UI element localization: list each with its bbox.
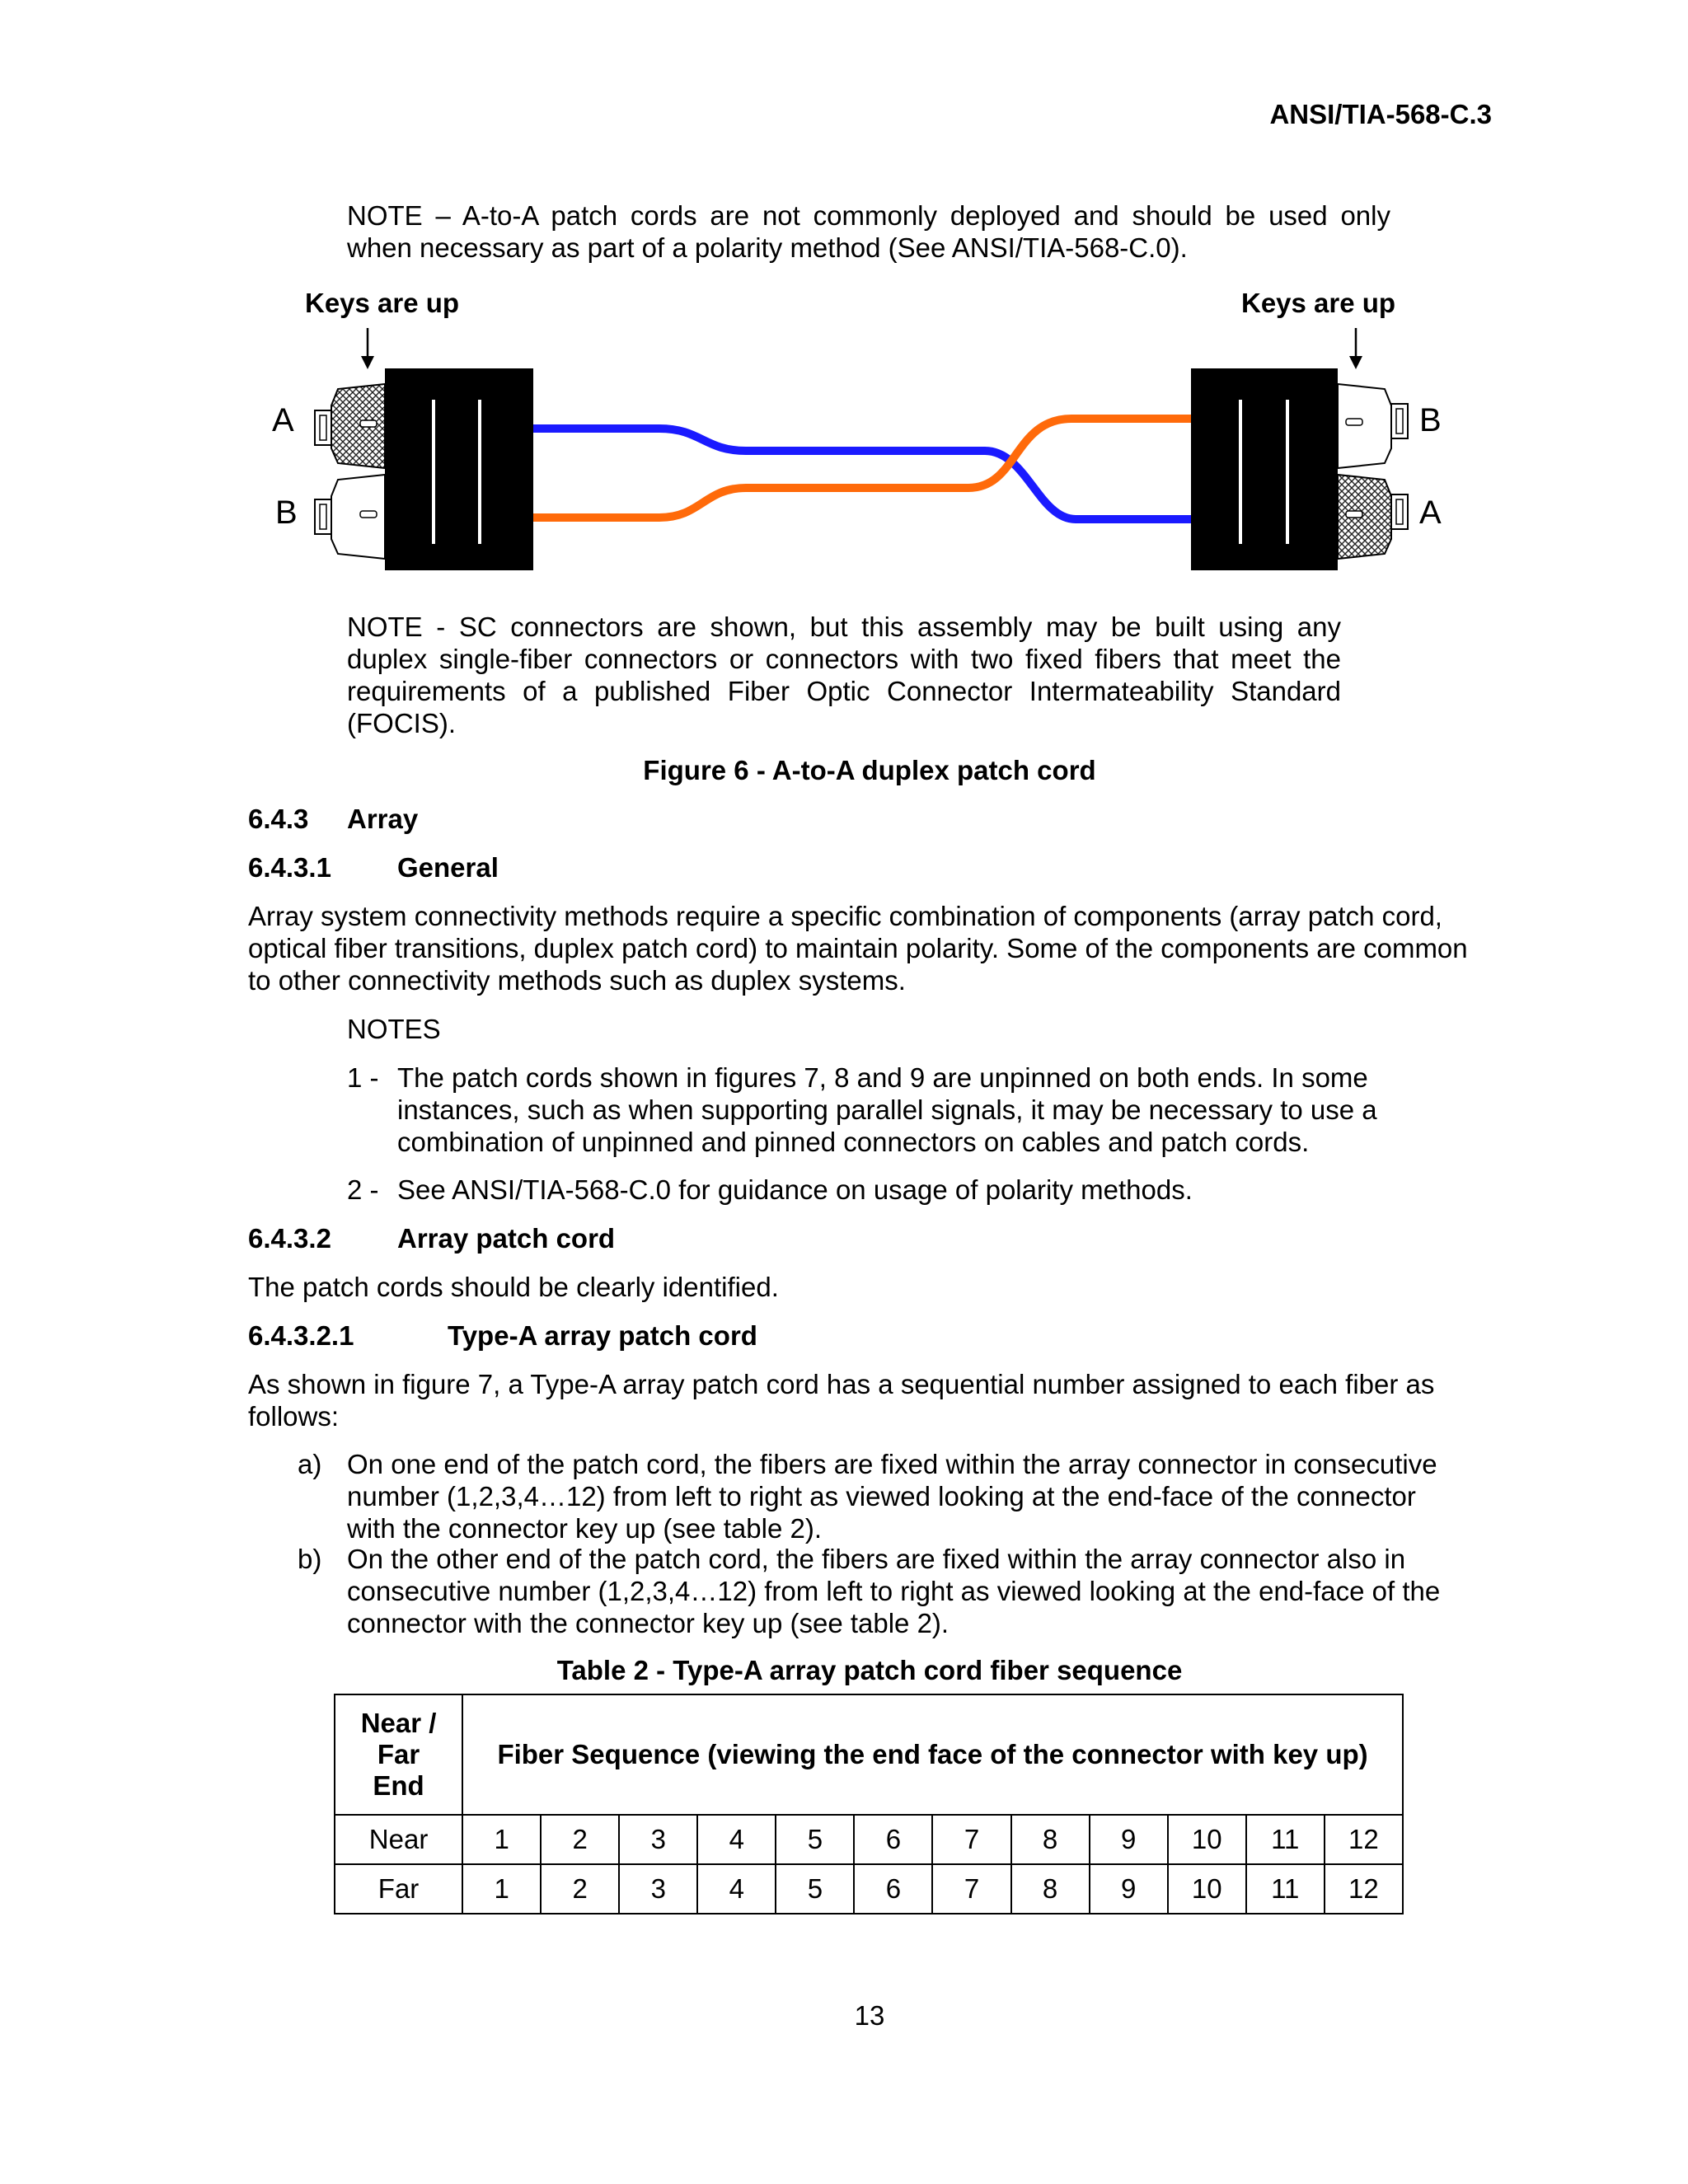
header-near-far-end xyxy=(335,1694,462,1815)
right-connector-a xyxy=(1338,475,1408,559)
section-title: General xyxy=(397,852,499,883)
page-number: 13 xyxy=(854,2000,885,2031)
notes-title: NOTES xyxy=(347,1014,441,1044)
table-cell: 6 xyxy=(854,1864,932,1914)
fiber-sequence-table xyxy=(334,1694,1404,1915)
left-bottom-port-label: B xyxy=(275,494,298,531)
left-connector-a xyxy=(315,384,385,468)
list-item-b xyxy=(298,1543,1468,1639)
table-cell: 9 xyxy=(1090,1864,1168,1914)
section-title: Type-A array patch cord xyxy=(448,1320,757,1351)
note-item-1 xyxy=(347,1062,1410,1158)
section-title: Array patch cord xyxy=(397,1223,616,1254)
table-cell: 7 xyxy=(932,1815,1010,1864)
row-label: Near xyxy=(335,1815,462,1864)
table-cell: 1 xyxy=(462,1815,541,1864)
table-cell: 3 xyxy=(619,1815,697,1864)
table-cell: 11 xyxy=(1246,1815,1325,1864)
identified-paragraph: The patch cords should be clearly identified. xyxy=(248,1272,779,1302)
right-keys-label: Keys are up xyxy=(1241,288,1396,318)
header-line: Far xyxy=(377,1739,420,1769)
note-number: 1 - xyxy=(347,1062,379,1093)
list-text: On one end of the patch cord, the fibers are fixed within the array connector in consecutive number (1,2,3,4…12) from left to right as viewed looking at the end-face of the connector with the connector key up (see table 2). xyxy=(347,1449,1437,1544)
figure-note: NOTE - SC connectors are shown, but this assembly may be built using any duplex single-fiber connectors or connectors with two fixed fibers that meet the requirements of a published Fiber Optic Connector Intermateability Standard (FOCIS). xyxy=(347,612,1341,738)
table-cell: 8 xyxy=(1011,1815,1090,1864)
table-cell: 4 xyxy=(697,1815,776,1864)
table-cell: 12 xyxy=(1325,1815,1403,1864)
table-row xyxy=(335,1815,1403,1864)
table-cell: 8 xyxy=(1011,1864,1090,1914)
right-key-arrow xyxy=(1349,328,1362,369)
row-label: Far xyxy=(335,1864,462,1914)
right-top-port-label: B xyxy=(1419,402,1442,438)
type-a-paragraph: As shown in figure 7, a Type-A array patch cord has a sequential number assigned to each fiber as follows: xyxy=(248,1369,1435,1432)
note-text: The patch cords shown in figures 7, 8 and 9 are unpinned on both ends. In some instances, such as when supporting parallel signals, it may be necessary to use a combination of unpinned and pinned connectors on cables and patch cords. xyxy=(397,1062,1377,1157)
table-cell: 6 xyxy=(854,1815,932,1864)
left-connector-b xyxy=(315,475,385,559)
section-heading-6-4-3-2-1 xyxy=(248,1319,757,1352)
section-heading-6-4-3-1 xyxy=(248,851,499,883)
table-cell: 4 xyxy=(697,1864,776,1914)
note-number: 2 - xyxy=(347,1174,379,1205)
table-cell: 2 xyxy=(541,1815,619,1864)
table-header-row xyxy=(335,1694,1403,1815)
right-connector-b xyxy=(1338,384,1408,468)
note-text: See ANSI/TIA-568-C.0 for guidance on usage of polarity methods. xyxy=(397,1174,1193,1205)
section-number: 6.4.3.1 xyxy=(248,852,331,883)
table-cell: 11 xyxy=(1246,1864,1325,1914)
table-row xyxy=(335,1864,1403,1914)
table-cell: 12 xyxy=(1325,1864,1403,1914)
orange-fiber xyxy=(532,419,1191,518)
left-key-arrow xyxy=(361,328,374,369)
blue-fiber xyxy=(532,429,1191,519)
list-marker: a) xyxy=(298,1449,322,1479)
table-cell: 1 xyxy=(462,1864,541,1914)
table-cell: 2 xyxy=(541,1864,619,1914)
section-title: Array xyxy=(347,804,419,834)
table-cell: 7 xyxy=(932,1864,1010,1914)
document-id: ANSI/TIA-568-C.3 xyxy=(1269,99,1492,129)
header-fiber-sequence: Fiber Sequence (viewing the end face of the connector with key up) xyxy=(462,1694,1403,1815)
left-top-port-label: A xyxy=(272,402,294,438)
table-cell: 3 xyxy=(619,1864,697,1914)
note-item-2 xyxy=(347,1174,1410,1206)
section-heading-6-4-3-2 xyxy=(248,1222,615,1254)
header-line: End xyxy=(373,1770,424,1801)
section-number: 6.4.3.2.1 xyxy=(248,1320,354,1351)
right-duplex-clip xyxy=(1191,368,1338,570)
table-cell: 5 xyxy=(776,1864,854,1914)
figure-caption: Figure 6 - A-to-A duplex patch cord xyxy=(643,755,1096,785)
table-caption: Table 2 - Type-A array patch cord fiber sequence xyxy=(556,1655,1183,1685)
list-marker: b) xyxy=(298,1544,322,1574)
header-line: Near / xyxy=(360,1708,437,1738)
table-cell: 10 xyxy=(1168,1815,1246,1864)
left-keys-label: Keys are up xyxy=(305,288,460,318)
section-number: 6.4.3 xyxy=(248,804,309,834)
section-number: 6.4.3.2 xyxy=(248,1223,331,1254)
left-duplex-clip xyxy=(385,368,533,570)
duplex-patch-cord-diagram xyxy=(264,321,1467,577)
table-cell: 10 xyxy=(1168,1864,1246,1914)
right-bottom-port-label: A xyxy=(1419,494,1442,531)
section-heading-6-4-3 xyxy=(248,803,418,835)
table-cell: 5 xyxy=(776,1815,854,1864)
table-cell: 9 xyxy=(1090,1815,1168,1864)
general-paragraph: Array system connectivity methods require a specific combination of components (array patch cord, optical fiber transitions, duplex patch cord) to maintain polarity. Some of the components are common to other connectivity methods such as duplex systems. xyxy=(248,901,1468,996)
note-a-to-a: NOTE – A-to-A patch cords are not commonly deployed and should be used only when necessary as part of a polarity method (See ANSI/TIA-568-C.0). xyxy=(347,200,1390,263)
list-text: On the other end of the patch cord, the fibers are fixed within the array connector also in consecutive number (1,2,3,4…12) from left to right as viewed looking at the end-face of the connector with the connector key up (see table 2). xyxy=(347,1544,1441,1638)
list-item-a xyxy=(298,1448,1468,1544)
